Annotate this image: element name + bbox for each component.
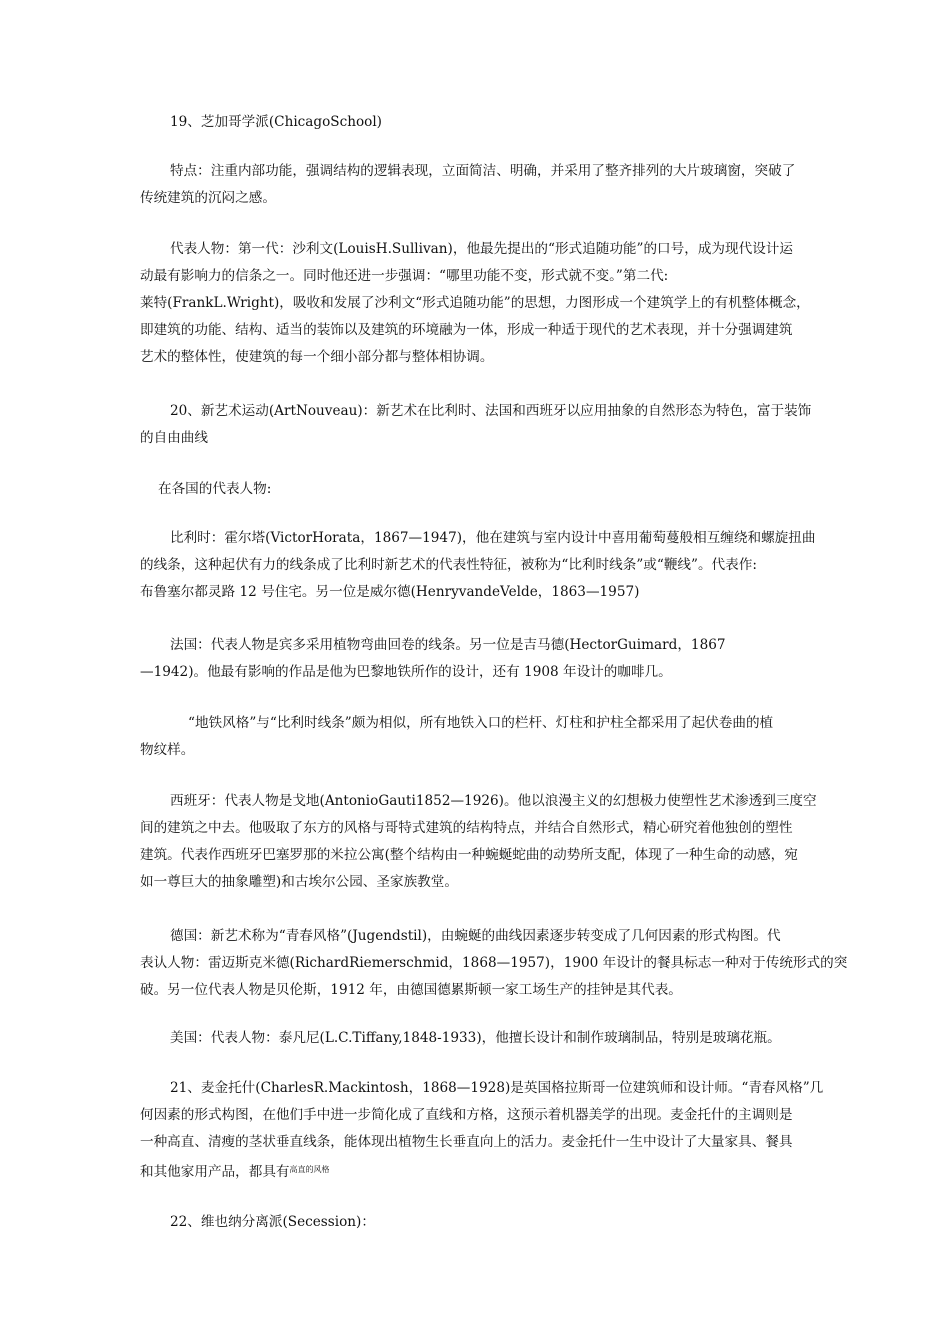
paragraph-usa <box>140 1025 820 1052</box>
text-line: 传统建筑的沉闷之感。 <box>140 190 276 206</box>
text-line: 特点：注重内部功能，强调结构的逻辑表现，立面简洁、明确，并采用了整齐排列的大片玻璃窗，突破了 <box>170 163 796 179</box>
paragraph-germany <box>140 923 848 1004</box>
text-line: 在各国的代表人物: <box>158 481 272 497</box>
text-line: 艺术的整体性，使建筑的每一个细小部分都与整体相协调。 <box>140 349 494 365</box>
text-line: 22、维也纳分离派(Secession)： <box>170 1214 375 1230</box>
text-line <box>140 1156 820 1183</box>
text-line: 的自由曲线 <box>140 430 208 446</box>
paragraph-chicago-figures <box>140 236 820 371</box>
text-line: 如一尊巨大的抽象雕塑)和古埃尔公园、圣家族教堂。 <box>140 874 458 890</box>
text-line: 间的建筑之中去。他吸取了东方的风格与哥特式建筑的结构特点，并结合自然形式，精心研究着他独创的塑性 <box>140 820 793 836</box>
small-tail-text: 高直的风格 <box>289 1165 330 1174</box>
heading-vienna-secession <box>140 1209 820 1236</box>
heading-chicago-school <box>140 109 820 136</box>
text-line: 布鲁塞尔都灵路 12 号住宅。另一位是威尔德(HenryvandeVelde，1863—1957) <box>140 584 640 600</box>
paragraph-belgium <box>140 525 820 606</box>
paragraph-spain <box>140 788 820 896</box>
paragraph-mackintosh <box>140 1075 824 1183</box>
text-line: 美国：代表人物：泰凡尼(L.C.Tiffany,1848-1933)，他擅长设计和制作玻璃制品，特别是玻璃花瓶。 <box>170 1030 781 1046</box>
text-line: 20、新艺术运动(ArtNouveau)：新艺术在比利时、法国和西班牙以应用抽象的自然形态为特色，富于装饰 <box>170 403 812 419</box>
text-line: 德国：新艺术称为“青春风格”(Jugendstil)，由蜿蜒的曲线因素逐步转变成了几何因素的形式构图。代 <box>170 928 781 944</box>
text-line: 即建筑的功能、结构、适当的装饰以及建筑的环境融为一体，形成一种适于现代的艺术表现，并十分强调建筑 <box>140 322 793 338</box>
text-line: 动最有影响力的信条之一。同时他还进一步强调：“哪里功能不变，形式就不变。”第二代: <box>140 268 669 284</box>
text-line: 19、芝加哥学派(ChicagoSchool) <box>170 114 382 130</box>
text-line: —1942)。他最有影响的作品是他为巴黎地铁所作的设计，还有 1908 年设计的咖啡几。 <box>140 664 672 680</box>
text-line: 破。另一位代表人物是贝伦斯，1912 年，由德国德累斯顿一家工场生产的挂钟是其代表。 <box>140 982 682 998</box>
heading-art-nouveau <box>140 398 820 452</box>
paragraph-representatives-intro <box>140 476 820 503</box>
text-line: 表认人物：雷迈斯克米德(RichardRiemerschmid，1868—1957)，1900 年设计的餐具标志一种对于传统形式的突 <box>140 955 848 971</box>
text-line: 物纹样。 <box>140 742 195 758</box>
paragraph-france <box>140 632 820 686</box>
paragraph-chicago-features <box>140 158 820 212</box>
text-line: 建筑。代表作西班牙巴塞罗那的米拉公寓(整个结构由一种蜿蜒蛇曲的动势所支配，体现了一种生命的动感，宛 <box>140 847 798 863</box>
text-line: 代表人物：第一代：沙利文(LouisH.Sullivan)，他最先提出的“形式追随功能”的口号，成为现代设计运 <box>170 241 793 257</box>
text-line: 莱特(FrankL.Wright)，吸收和发展了沙利文“形式追随功能”的思想，力图形成一个建筑学上的有机整体概念， <box>140 295 810 311</box>
text-line: 一种高直、清瘦的茎状垂直线条，能体现出植物生长垂直向上的活力。麦金托什一生中设计了大量家具、餐具 <box>140 1134 793 1150</box>
text-line: 的线条，这种起伏有力的线条成了比利时新艺术的代表性特征，被称为“比利时线条”或“鞭线”。代表作: <box>140 557 757 573</box>
text-line: 何因素的形式构图，在他们手中进一步简化成了直线和方格，这预示着机器美学的出现。麦金托什的主调则是 <box>140 1107 793 1123</box>
paragraph-metro-style <box>140 710 820 764</box>
text-line: “地铁风格”与“比利时线条”颇为相似，所有地铁入口的栏杆、灯柱和护柱全都采用了起伏卷曲的植 <box>188 715 774 731</box>
text-line-main: 和其他家用产品，都具有 <box>140 1164 290 1180</box>
text-line: 比利时：霍尔塔(VictorHorata，1867—1947)，他在建筑与室内设计中喜用葡萄蔓般相互缠绕和螺旋扭曲 <box>170 530 816 546</box>
text-line: 21、麦金托什(CharlesR.Mackintosh，1868—1928)是英国格拉斯哥一位建筑师和设计师。“青春风格”几 <box>170 1080 824 1096</box>
text-line: 西班牙：代表人物是戈地(AntonioGauti1852—1926)。他以浪漫主义的幻想极力使塑性艺术渗透到三度空 <box>170 793 817 809</box>
text-line: 法国：代表人物是宾多采用植物弯曲回卷的线条。另一位是吉马德(HectorGuimard，1867 <box>170 637 726 653</box>
